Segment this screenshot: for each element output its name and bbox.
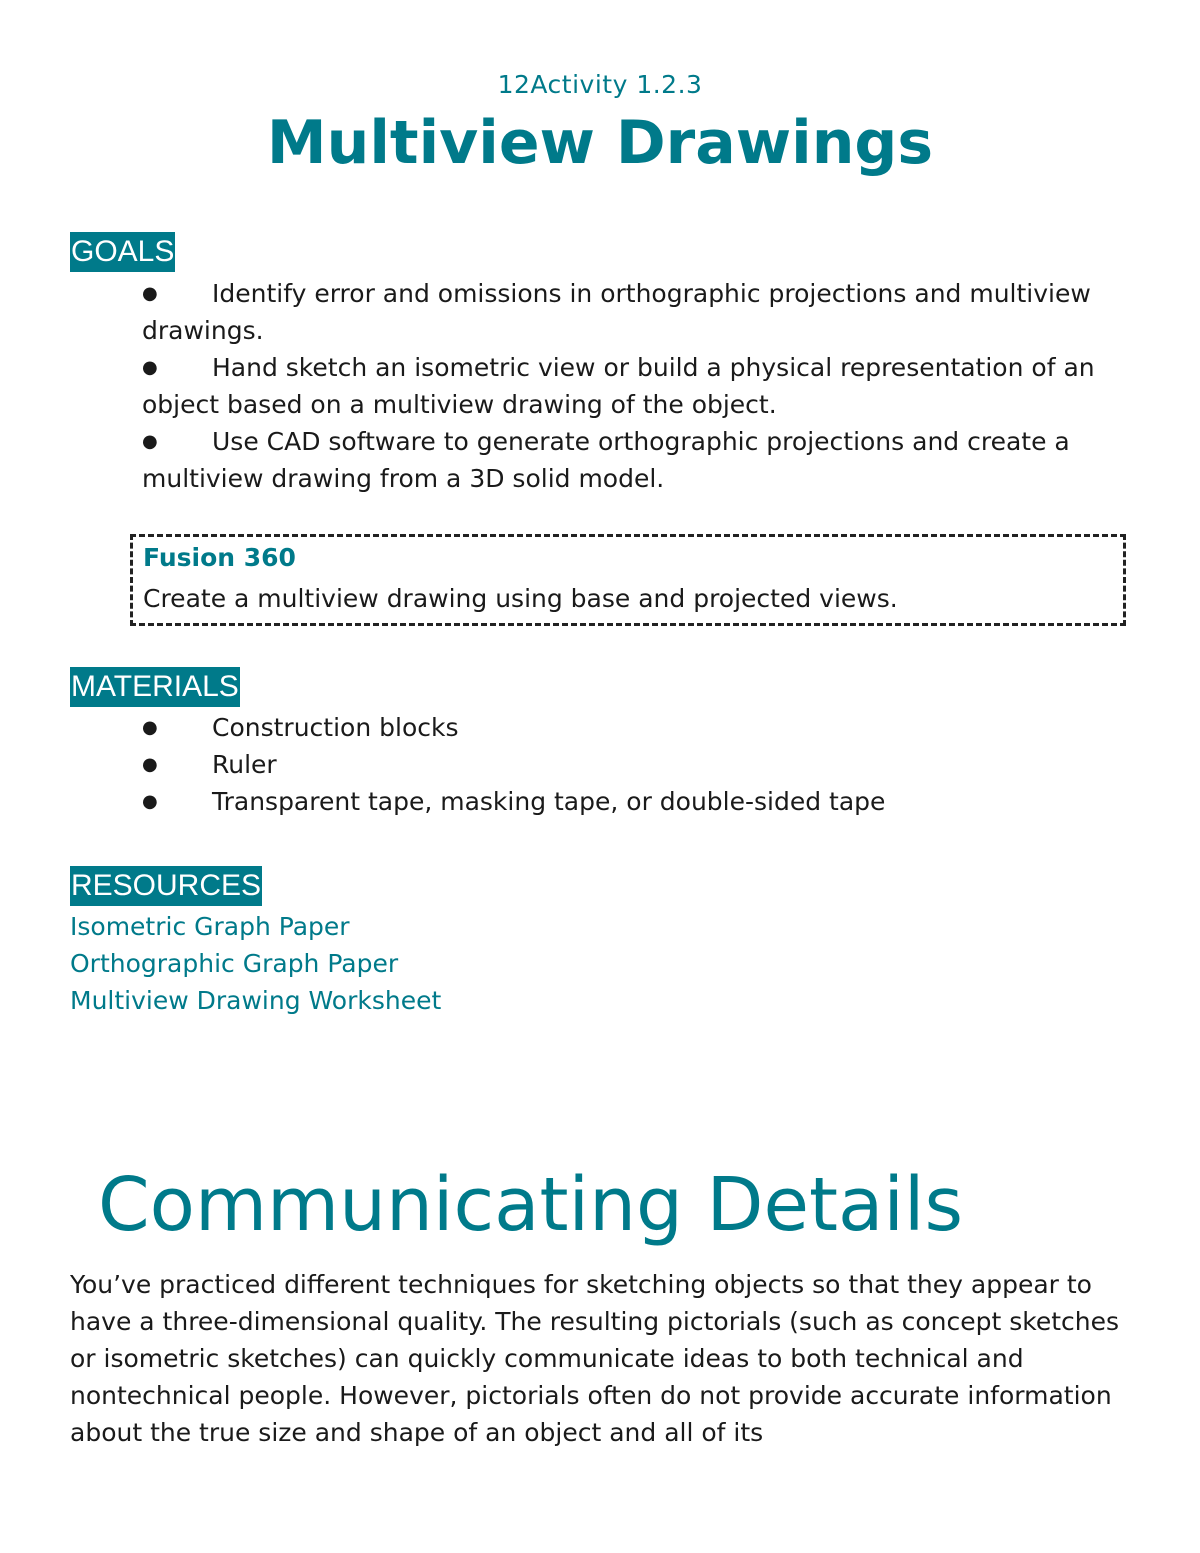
resources-label: RESOURCES — [70, 866, 262, 906]
multiview-drawing-worksheet-link[interactable]: Multiview Drawing Worksheet — [70, 986, 442, 1015]
fusion-note-box — [130, 534, 1126, 626]
bullet-icon: ● — [142, 717, 158, 738]
section-paragraph: You’ve practiced different techniques for sketching objects so that they appear to have a three-dimensional quality. The resulting pictorials (such as concept sketches or isometric sketches) can quickly communicate ideas to both technical and nontechnical people. However, pictorials often do not provide accurate information about the true size and shape of an object and all of its — [70, 1270, 1120, 1447]
goals-list — [142, 275, 1142, 497]
note-text: Create a multiview drawing using base and projected views. — [143, 584, 898, 613]
bullet-icon: ● — [142, 431, 158, 452]
goal-text: Identify error and omissions in orthographic projections and multiview drawings. — [142, 279, 1091, 345]
material-text: Ruler — [212, 750, 277, 779]
bullet-icon: ● — [142, 754, 158, 775]
activity-number: 12Activity 1.2.3 — [497, 70, 703, 99]
list-item — [142, 423, 1142, 497]
section-heading: Communicating Details — [98, 1162, 964, 1248]
note-title: Fusion 360 — [143, 543, 296, 572]
materials-label: MATERIALS — [70, 667, 240, 707]
list-item — [142, 709, 1142, 746]
goal-text: Hand sketch an isometric view or build a physical representation of an object based on a multiview drawing of the object. — [142, 353, 1095, 419]
list-item — [142, 349, 1142, 423]
bullet-icon: ● — [142, 357, 158, 378]
page-title: Multiview Drawings — [266, 108, 934, 178]
list-item — [70, 945, 441, 982]
bullet-icon: ● — [142, 791, 158, 812]
isometric-graph-paper-link[interactable]: Isometric Graph Paper — [70, 912, 350, 941]
materials-list — [142, 709, 1142, 820]
list-item — [70, 982, 441, 1019]
material-text: Construction blocks — [212, 713, 459, 742]
list-item — [142, 275, 1142, 349]
goal-text: Use CAD software to generate orthographic projections and create a multiview drawing from a 3D solid model. — [142, 427, 1070, 493]
material-text: Transparent tape, masking tape, or double-sided tape — [212, 787, 886, 816]
orthographic-graph-paper-link[interactable]: Orthographic Graph Paper — [70, 949, 399, 978]
goals-label: GOALS — [70, 232, 175, 272]
list-item — [142, 783, 1142, 820]
resources-list — [70, 908, 441, 1019]
list-item — [70, 908, 441, 945]
list-item — [142, 746, 1142, 783]
bullet-icon: ● — [142, 283, 158, 304]
